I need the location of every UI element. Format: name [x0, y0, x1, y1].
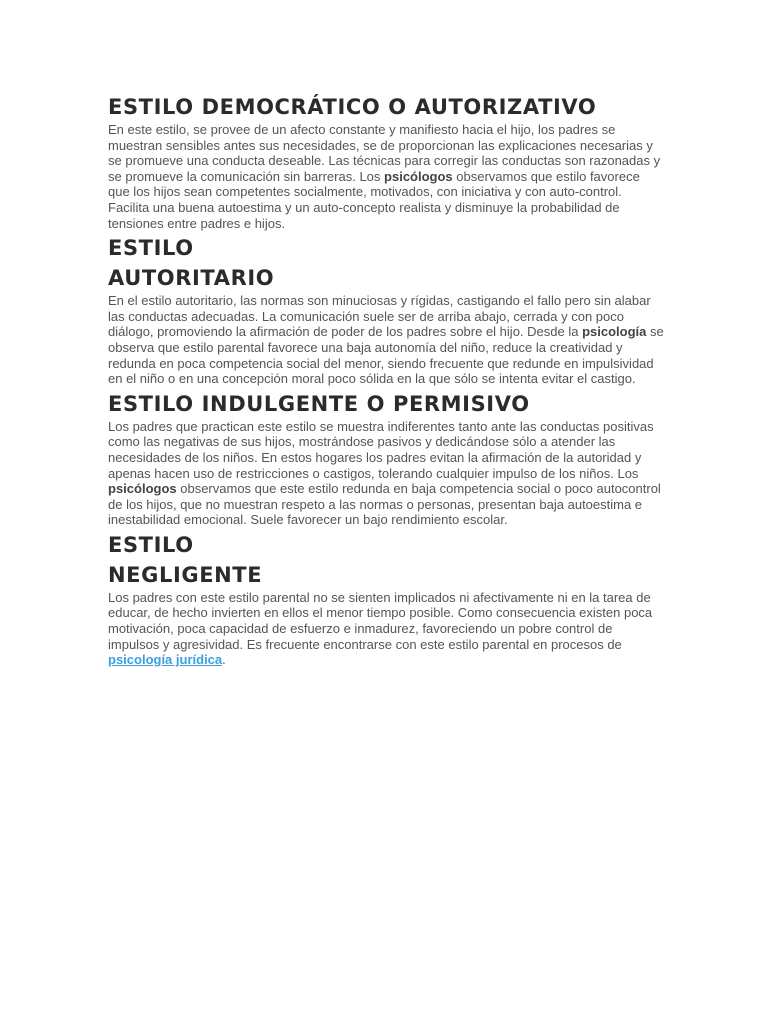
paragraph-text: Los padres que practican este estilo se muestra indiferentes tanto ante las conductas positivas como las negativas de sus hijos, mostrándose pasivos y dedicándose sólo a atender las necesidades de los niños. En estos hogares los padres evitan la afirmación de la autoridad y apenas hacen uso de restricciones o castigos, tolerando cualquier impulso de los niños. Los — [108, 418, 654, 481]
paragraph-autoritario — [108, 293, 664, 387]
paragraph-text: . — [222, 652, 226, 668]
bold-term: psicólogos — [108, 481, 177, 497]
paragraph-text: observamos que este estilo redunda en baja competencia social o poco autocontrol de los hijos, que no muestran respeto a las normas o personas, presentan baja autoestima e inestabilidad emocional. Suele favorecer un bajo rendimiento escolar. — [108, 481, 661, 528]
heading-democratico: ESTILO DEMOCRÁTICO O AUTORIZATIVO — [108, 95, 597, 119]
paragraph-negligente — [108, 590, 664, 668]
link-psicologia-juridica[interactable]: psicología jurídica — [108, 652, 223, 668]
paragraph-text: observamos que estilo favorece que los hijos sean competentes socialmente, motivados, con iniciativa y con auto-control. Facilita una buena autoestima y un auto-concepto realista y disminuye la probabilidad de tensiones entre padres e hijos. — [108, 168, 640, 231]
paragraph-indulgente — [108, 419, 664, 528]
heading-autoritario: ESTILO AUTORITARIO — [108, 236, 275, 291]
paragraph-democratico — [108, 122, 664, 231]
heading-negligente: ESTILO NEGLIGENTE — [108, 532, 263, 587]
bold-term: psicología — [582, 324, 647, 340]
document-body — [108, 92, 664, 670]
paragraph-text: se observa que estilo parental favorece una baja autonomía del niño, reduce la creatividad y redunda en poca competencia social del menor, siendo frecuente que redunde en impulsividad en el niño o en una concepción moral poco sólida en la que sólo se intenta evitar el castigo. — [108, 324, 664, 387]
bold-term: psicólogos — [384, 168, 453, 184]
heading-indulgente: ESTILO INDULGENTE O PERMISIVO — [108, 391, 530, 416]
paragraph-text: En este estilo, se provee de un afecto constante y manifiesto hacia el hijo, los padres se muestran sensibles antes sus necesidades, se de proporcionan las explicaciones necesarias y se promueve una conducta deseable. Las técnicas para corregir las conductas son razonadas y se promueve la comunicación sin barreras. Los — [108, 122, 661, 184]
paragraph-text: Los padres con este estilo parental no se sienten implicados ni afectivamente ni en la tarea de educar, de hecho invierten en ellos el menor tiempo posible. Como consecuencia existen poca motivación, poca capacidad de esfuerzo e inmadurez, favoreciendo un pobre control de impulsos y agresividad. Es frecuente encontrarse con este estilo parental en procesos de — [108, 589, 653, 652]
paragraph-text: En el estilo autoritario, las normas son minuciosas y rígidas, castigando el fallo pero sin alabar las conductas adecuadas. La comunicación suele ser de arriba abajo, cerrada y con poco diálogo, promoviendo la afirmación de poder de los padres sobre el hijo. Desde la — [108, 293, 651, 340]
